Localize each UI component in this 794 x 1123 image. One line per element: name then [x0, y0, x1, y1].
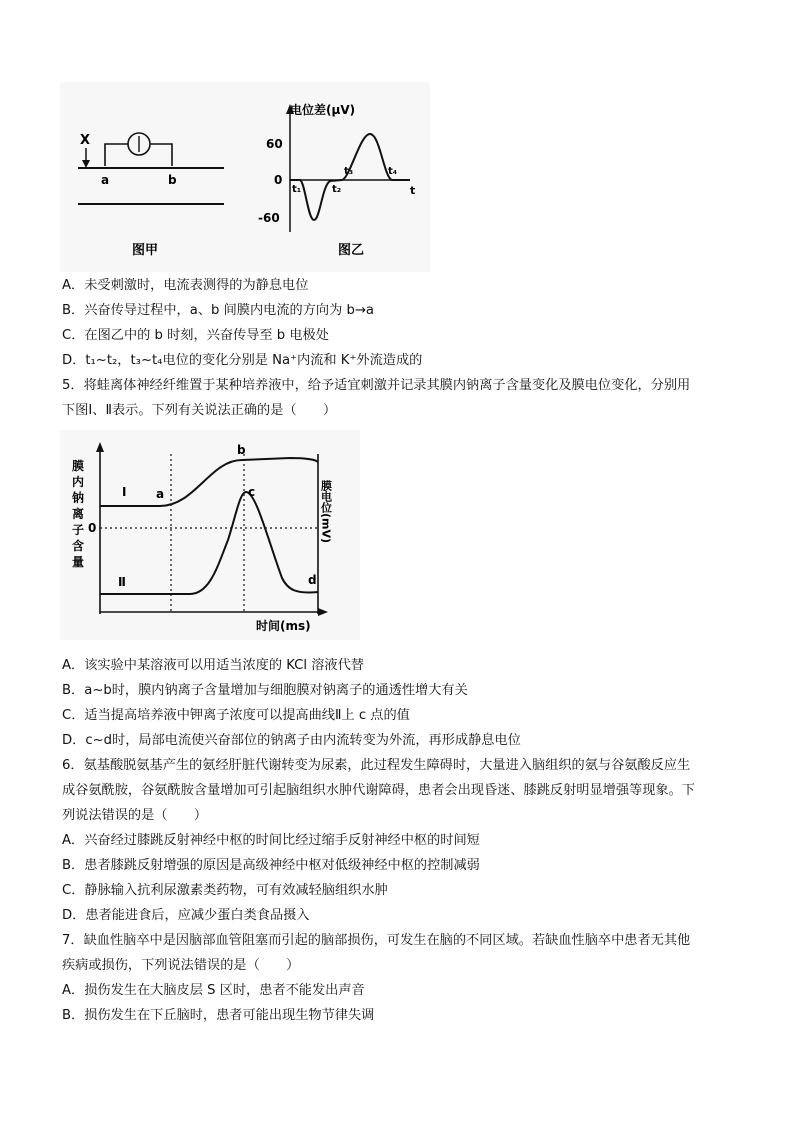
q6-option-b: B．患者膝跳反射增强的原因是高级神经中枢对低级神经中枢的控制减弱 — [62, 858, 480, 873]
yi-t4: t₄ — [388, 166, 398, 177]
q6-stem-line3: 列说法错误的是（ ） — [62, 808, 208, 823]
q5-stem-line2: 下图Ⅰ、Ⅱ表示。下列有关说法正确的是（ ） — [62, 403, 337, 418]
q5-point-a: a — [156, 487, 165, 501]
q5-option-d: D．c~d时，局部电流使兴奋部位的钠离子由内流转变为外流，再形成静息电位 — [62, 733, 521, 748]
q5-right-axis-label: 膜电位(mV) — [319, 480, 333, 544]
yi-tick-neg60: -60 — [258, 211, 280, 225]
q6-option-c: C．静脉输入抗利尿激素类药物，可有效减轻脑组织水肿 — [62, 883, 388, 898]
q5-stem-line1: 5．将蛙离体神经纤维置于某种培养液中，给予适宜刺激并记录其膜内钠离子含量变化及膜电位变化，分别用 — [62, 378, 691, 393]
q7-option-b: B．损伤发生在下丘脑时，患者可能出现生物节律失调 — [62, 1008, 375, 1023]
yi-ylabel: 电位差(μV) — [290, 103, 356, 117]
jia-label-b: b — [168, 173, 177, 187]
q6-option-d: D．患者能进食后，应减少蛋白类食品摄入 — [62, 908, 310, 923]
q4-option-b: B．兴奋传导过程中，a、b 间膜内电流的方向为 b→a — [62, 303, 374, 318]
q5-point-d: d — [308, 573, 317, 587]
yi-t3: t₃ — [344, 166, 354, 177]
q4-option-d: D．t₁~t₂，t₃~t₄电位的变化分别是 Na⁺内流和 K⁺外流造成的 — [62, 353, 423, 368]
jia-label-x: X — [80, 133, 91, 148]
q5-option-c: C．适当提高培养液中钾离子浓度可以提高曲线Ⅱ上 c 点的值 — [62, 708, 410, 723]
yi-t2: t₂ — [332, 184, 342, 195]
q5-figure — [60, 430, 360, 640]
q7-option-a: A．损伤发生在大脑皮层 S 区时，患者不能发出声音 — [62, 983, 365, 998]
q6-stem-line2: 成谷氨酰胺，谷氨酰胺含量增加可引起脑组织水肿代谢障碍，患者会出现昏迷、膝跳反射明显增强等现象。下 — [62, 783, 695, 798]
q5-point-c: c — [248, 485, 256, 499]
q7-stem-line2: 疾病或损伤，下列说法错误的是（ ） — [62, 958, 300, 973]
q5-curve-i: Ⅰ — [122, 485, 127, 499]
q5-xlabel: 时间(ms) — [256, 619, 311, 633]
yi-caption: 图乙 — [338, 243, 365, 258]
q5-curve-ii: Ⅱ — [118, 575, 126, 589]
q5-point-b: b — [237, 443, 246, 457]
jia-caption: 图甲 — [132, 243, 159, 258]
q5-option-a: A．该实验中某溶液可以用适当浓度的 KCl 溶液代替 — [62, 658, 364, 673]
yi-tick-0: 0 — [274, 173, 283, 187]
figure-jia-yi — [60, 82, 430, 272]
yi-t: t — [410, 184, 416, 197]
yi-tick-60: 60 — [266, 137, 283, 151]
q6-stem-line1: 6．氨基酸脱氨基产生的氨经肝脏代谢转变为尿素，此过程发生障碍时，大量进入脑组织的氨与谷氨酸反应生 — [62, 758, 691, 773]
q5-option-b: B．a~b时，膜内钠离子含量增加与细胞膜对钠离子的通透性增大有关 — [62, 683, 468, 698]
q7-stem-line1: 7．缺血性脑卒中是因脑部血管阻塞而引起的脑部损伤，可发生在脑的不同区域。若缺血性脑卒中患者无其他 — [62, 933, 691, 948]
q6-option-a: A．兴奋经过膝跳反射神经中枢的时间比经过缩手反射神经中枢的时间短 — [62, 833, 480, 848]
q5-left-axis-label: 膜内钠离子含量 — [72, 459, 85, 569]
yi-t1: t₁ — [292, 184, 302, 195]
q5-zero: 0 — [88, 521, 97, 535]
jia-label-a: a — [101, 173, 110, 187]
q4-option-c: C．在图乙中的 b 时刻，兴奋传导至 b 电极处 — [62, 328, 329, 343]
q4-option-a: A．未受刺激时，电流表测得的为静息电位 — [62, 278, 309, 293]
